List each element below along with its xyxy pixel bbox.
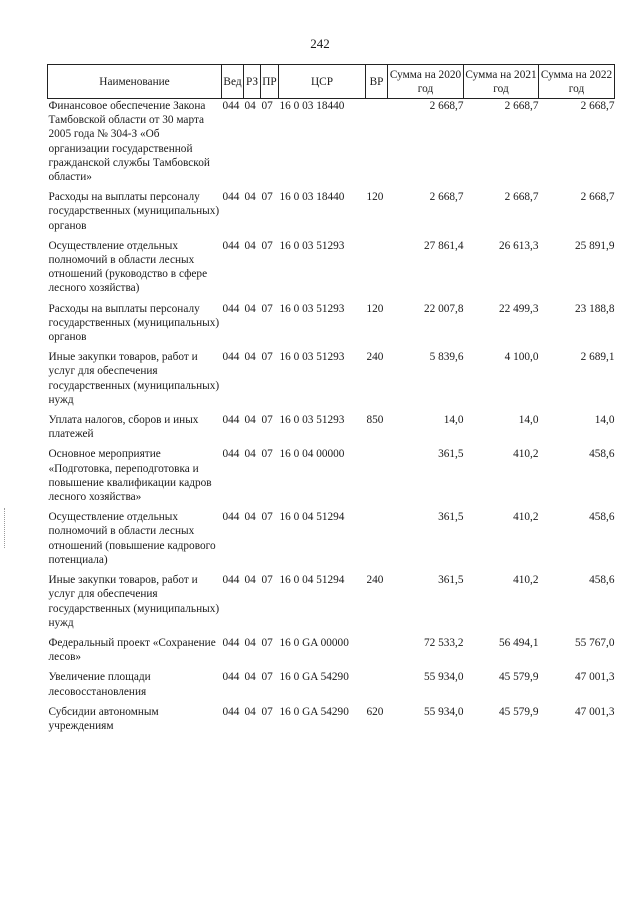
cell-vr [366, 99, 388, 191]
budget-table [47, 64, 615, 739]
cell-vr: 850 [366, 414, 384, 427]
cell-sum-2021: 45 579,9 [498, 705, 539, 718]
cell-sum-2022: 2 689,1 [580, 351, 615, 364]
cell-rz: 04 [244, 636, 256, 649]
header-ved: Вед [222, 65, 244, 99]
cell-sum-2021: 410,2 [513, 511, 539, 524]
cell-pr: 07 [261, 414, 273, 427]
cell-sum-2020: 22 007,8 [423, 302, 464, 315]
cell-sum-2022: 47 001,3 [574, 705, 615, 718]
header-rz: РЗ [244, 65, 261, 99]
cell-rz: 04 [244, 448, 256, 461]
cell-sum-2022: 47 001,3 [574, 671, 615, 684]
table-row [48, 447, 615, 510]
cell-sum-2021: 22 499,3 [498, 302, 539, 315]
cell-csr: 16 0 03 51293 [279, 239, 345, 252]
cell-sum-2021: 4 100,0 [504, 351, 539, 364]
cell-rz: 04 [244, 705, 256, 718]
cell-name: Расходы на выплаты персоналу государственных (муниципальных) органов [48, 191, 220, 232]
cell-sum-2020: 361,5 [438, 574, 464, 587]
header-sum-2022: Сумма на 2022 год [539, 65, 615, 99]
cell-vr: 620 [366, 705, 384, 718]
cell-sum-2020: 361,5 [438, 448, 464, 461]
cell-csr: 16 0 04 51294 [279, 511, 345, 524]
cell-sum-2022: 458,6 [589, 448, 615, 461]
cell-pr: 07 [261, 191, 273, 204]
cell-ved: 044 [222, 574, 240, 587]
cell-name: Иные закупки товаров, работ и услуг для обеспечения государственных (муниципальных) нужд [48, 574, 220, 629]
cell-ved: 044 [222, 448, 240, 461]
cell-name: Основное мероприятие «Подготовка, переподготовка и повышение квалификации кадров лесного хозяйства» [48, 448, 212, 504]
table-row [48, 705, 615, 739]
header-sum-2020: Сумма на 2020 год [388, 65, 464, 99]
cell-sum-2022: 25 891,9 [574, 239, 615, 252]
cell-sum-2021: 14,0 [518, 414, 539, 427]
cell-vr: 240 [366, 574, 384, 587]
cell-sum-2022: 23 188,8 [574, 302, 615, 315]
cell-sum-2020: 5 839,6 [429, 351, 464, 364]
margin-mark [4, 508, 7, 548]
cell-rz: 04 [244, 191, 256, 204]
cell-sum-2022: 14,0 [594, 414, 615, 427]
table-row [48, 670, 615, 704]
header-csr: ЦСР [279, 65, 366, 99]
cell-csr: 16 0 03 51293 [279, 302, 345, 315]
cell-sum-2022: 2 668,7 [580, 191, 615, 204]
cell-pr: 07 [261, 239, 273, 252]
cell-rz: 04 [244, 671, 256, 684]
cell-ved: 044 [222, 239, 240, 252]
cell-name: Осуществление отдельных полномочий в области лесных отношений (руководство в сфере лесного хозяйства) [48, 239, 208, 295]
cell-name: Уплата налогов, сборов и иных платежей [48, 414, 199, 441]
cell-name: Иные закупки товаров, работ и услуг для обеспечения государственных (муниципальных) нужд [48, 351, 220, 406]
header-vr: ВР [366, 65, 388, 99]
table-header-row [48, 65, 615, 99]
cell-vr [366, 239, 388, 302]
cell-sum-2020: 27 861,4 [423, 239, 464, 252]
cell-ved: 044 [222, 302, 240, 315]
cell-sum-2020: 14,0 [443, 414, 464, 427]
cell-rz: 04 [244, 100, 256, 112]
cell-pr: 07 [261, 574, 273, 587]
cell-sum-2020: 2 668,7 [429, 100, 464, 112]
cell-csr: 16 0 03 51293 [279, 414, 345, 427]
table-row [48, 239, 615, 302]
header-sum-2021: Сумма на 2021 год [464, 65, 539, 99]
cell-pr: 07 [261, 671, 273, 684]
cell-pr: 07 [261, 448, 273, 461]
cell-pr: 07 [261, 351, 273, 364]
cell-csr: 16 0 04 00000 [279, 448, 345, 461]
cell-name: Финансовое обеспечение Закона Тамбовской области от 30 марта 2005 года № 304-З «Об организации государственной гражданской службы Тамбовской области» [48, 100, 210, 184]
cell-pr: 07 [261, 705, 273, 718]
table-row [48, 350, 615, 413]
cell-csr: 16 0 03 51293 [279, 351, 345, 364]
table-body [48, 99, 615, 740]
table-row [48, 190, 615, 239]
cell-vr [366, 447, 388, 510]
cell-rz: 04 [244, 511, 256, 524]
cell-sum-2021: 2 668,7 [504, 100, 539, 112]
cell-ved: 044 [222, 671, 240, 684]
cell-sum-2021: 56 494,1 [498, 636, 539, 649]
page-number: 242 [310, 36, 330, 51]
cell-ved: 044 [222, 705, 240, 718]
cell-ved: 044 [222, 351, 240, 364]
cell-pr: 07 [261, 511, 273, 524]
cell-sum-2022: 458,6 [589, 574, 615, 587]
cell-name: Субсидии автономным учреждениям [48, 705, 159, 732]
cell-ved: 044 [222, 636, 240, 649]
table-row [48, 573, 615, 636]
cell-rz: 04 [244, 574, 256, 587]
table-row [48, 510, 615, 573]
cell-pr: 07 [261, 100, 273, 112]
cell-sum-2021: 26 613,3 [498, 239, 539, 252]
cell-sum-2020: 72 533,2 [423, 636, 464, 649]
cell-name: Расходы на выплаты персоналу государственных (муниципальных) органов [48, 302, 220, 344]
cell-sum-2022: 458,6 [589, 511, 615, 524]
cell-name: Федеральный проект «Сохранение лесов» [48, 636, 216, 664]
cell-vr: 120 [366, 302, 384, 315]
cell-rz: 04 [244, 351, 256, 364]
cell-rz: 04 [244, 302, 256, 315]
cell-csr: 16 0 03 18440 [279, 100, 345, 112]
cell-ved: 044 [222, 100, 240, 112]
table-row [48, 99, 615, 191]
table-row [48, 413, 615, 447]
cell-csr: 16 0 GA 54290 [279, 705, 349, 718]
cell-pr: 07 [261, 636, 273, 649]
table-row [48, 636, 615, 670]
cell-vr [366, 636, 388, 670]
cell-vr: 120 [366, 191, 384, 204]
cell-name: Осуществление отдельных полномочий в области лесных отношений (повышение кадрового потенциала) [48, 511, 216, 566]
cell-sum-2020: 55 934,0 [423, 671, 464, 684]
cell-rz: 04 [244, 239, 256, 252]
header-pr: ПР [261, 65, 279, 99]
cell-csr: 16 0 GA 00000 [279, 636, 349, 649]
cell-ved: 044 [222, 191, 240, 204]
cell-vr [366, 510, 388, 573]
cell-ved: 044 [222, 414, 240, 427]
cell-csr: 16 0 04 51294 [279, 574, 345, 587]
cell-csr: 16 0 GA 54290 [279, 671, 349, 684]
cell-sum-2021: 2 668,7 [504, 191, 539, 204]
cell-sum-2020: 361,5 [438, 511, 464, 524]
cell-vr [366, 670, 388, 704]
cell-sum-2020: 55 934,0 [423, 705, 464, 718]
cell-rz: 04 [244, 414, 256, 427]
cell-sum-2020: 2 668,7 [429, 191, 464, 204]
cell-vr: 240 [366, 351, 384, 364]
cell-ved: 044 [222, 511, 240, 524]
cell-pr: 07 [261, 302, 273, 315]
cell-csr: 16 0 03 18440 [279, 191, 345, 204]
cell-sum-2021: 410,2 [513, 574, 539, 587]
cell-sum-2021: 45 579,9 [498, 671, 539, 684]
cell-sum-2021: 410,2 [513, 448, 539, 461]
cell-sum-2022: 55 767,0 [574, 636, 615, 649]
cell-name: Увеличение площади лесовосстановления [48, 671, 151, 698]
cell-sum-2022: 2 668,7 [580, 100, 615, 112]
table-row [48, 302, 615, 351]
header-name: Наименование [48, 65, 222, 99]
